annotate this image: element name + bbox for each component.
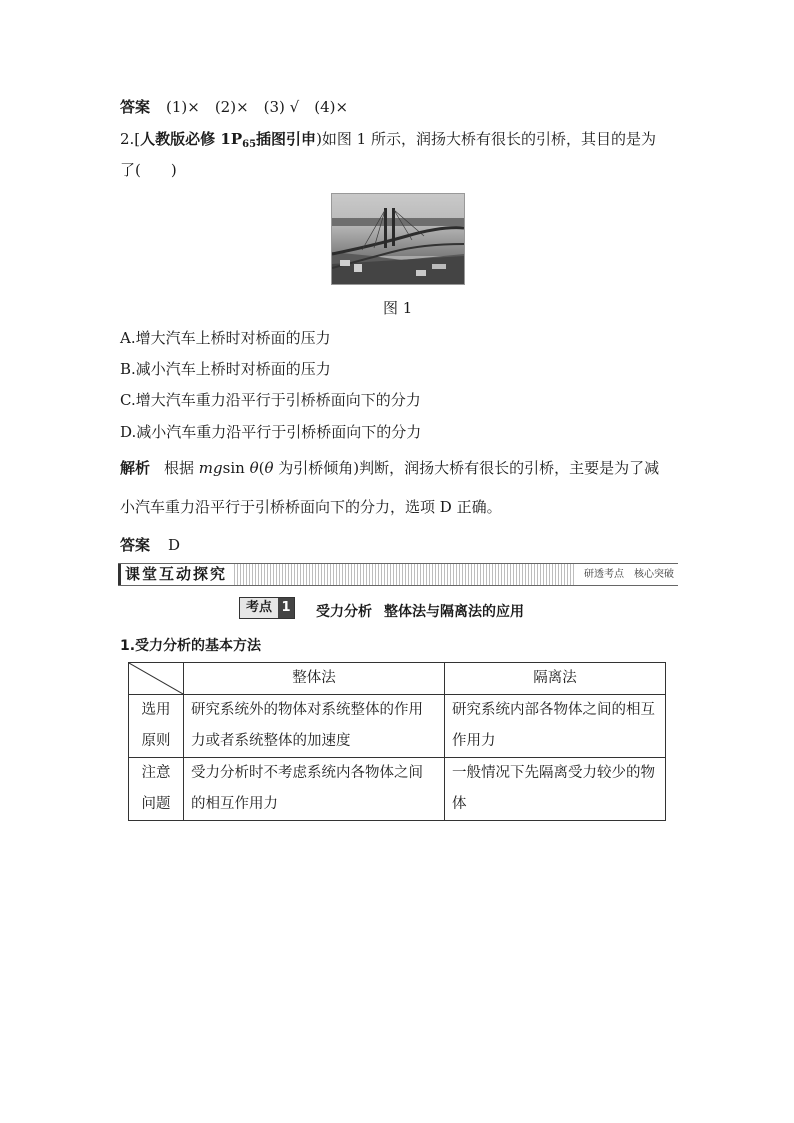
- cell-whole: 受力分析时不考虑系统内各物体之间的相互作用力: [184, 758, 445, 821]
- row-label: 注意问题: [129, 758, 184, 821]
- question-2-line-2: 了( ): [120, 161, 177, 179]
- answer-label: 答案: [120, 98, 151, 116]
- option-b: B.减小汽车上桥时对桥面的压力: [120, 360, 331, 378]
- header-whole: 整体法: [184, 663, 445, 695]
- diagonal-cell: [129, 663, 184, 695]
- figure-caption: 图 1: [383, 299, 413, 317]
- cell-isolate: 一般情况下先隔离受力较少的物体: [445, 758, 666, 821]
- table-header-row: [129, 663, 666, 695]
- kaodian-title-a: 受力分析: [316, 604, 372, 620]
- cell-isolate: 研究系统内部各物体之间的相互作用力: [445, 695, 666, 758]
- source-subscript: 65: [242, 139, 257, 150]
- section-banner: [118, 563, 678, 586]
- question-number: 2.[: [120, 130, 141, 148]
- answer-value: D: [168, 536, 181, 554]
- question-text: )如图 1 所示，润扬大桥有很长的引桥，其目的是为: [316, 130, 656, 148]
- methods-table: [128, 662, 666, 821]
- formula-sin: sin: [222, 459, 250, 477]
- paren: (: [258, 459, 265, 477]
- analysis-label: 解析: [120, 459, 151, 477]
- cell-whole: 研究系统外的物体对系统整体的作用力或者系统整体的加速度: [184, 695, 445, 758]
- option-a: A.增大汽车上桥时对桥面的压力: [120, 329, 331, 347]
- row-label: 选用原则: [129, 695, 184, 758]
- answer-line-2: [120, 534, 180, 555]
- diagonal-line-icon: [129, 663, 183, 694]
- question-2-line-1: [120, 128, 656, 150]
- answer-line-1: [120, 96, 348, 117]
- analysis-line-2: 小汽车重力沿平行于引桥桥面向下的分力，选项 D 正确。: [120, 498, 502, 516]
- header-isolate: 隔离法: [445, 663, 666, 695]
- analysis-text: 根据: [164, 459, 199, 477]
- source-text-2: 插图引申: [256, 130, 317, 148]
- kaodian-badge: [239, 597, 295, 619]
- bridge-photo: [331, 193, 465, 285]
- formula-mg: mg: [198, 459, 223, 477]
- formula-theta-2: θ: [264, 459, 274, 477]
- section-title: 课堂互动探究: [118, 564, 233, 585]
- kaodian-number: 1: [278, 598, 294, 618]
- formula-theta: θ: [249, 459, 259, 477]
- kaodian-label: 考点: [240, 598, 278, 618]
- kaodian-title: [316, 601, 524, 621]
- source-text: 人教版必修 1P: [140, 130, 243, 148]
- sub-heading: 1.受力分析的基本方法: [120, 638, 262, 654]
- answer-label-2: 答案: [120, 536, 151, 554]
- option-c: C.增大汽车重力沿平行于引桥桥面向下的分力: [120, 391, 421, 409]
- answer-items: (1)× (2)× (3) √ (4)×: [166, 98, 349, 116]
- section-subtitle: 研透考点 核心突破: [576, 564, 678, 585]
- question-source: [140, 130, 316, 148]
- table-row: [129, 758, 666, 821]
- bridge-photo-icon: [332, 194, 464, 284]
- table-row: [129, 695, 666, 758]
- analysis-line-1: [120, 457, 659, 478]
- option-d: D.减小汽车重力沿平行于引桥桥面向下的分力: [120, 423, 422, 441]
- analysis-text-2: 为引桥倾角)判断，润扬大桥有很长的引桥，主要是为了减: [273, 459, 660, 477]
- kaodian-title-b: 整体法与隔离法的应用: [384, 604, 524, 620]
